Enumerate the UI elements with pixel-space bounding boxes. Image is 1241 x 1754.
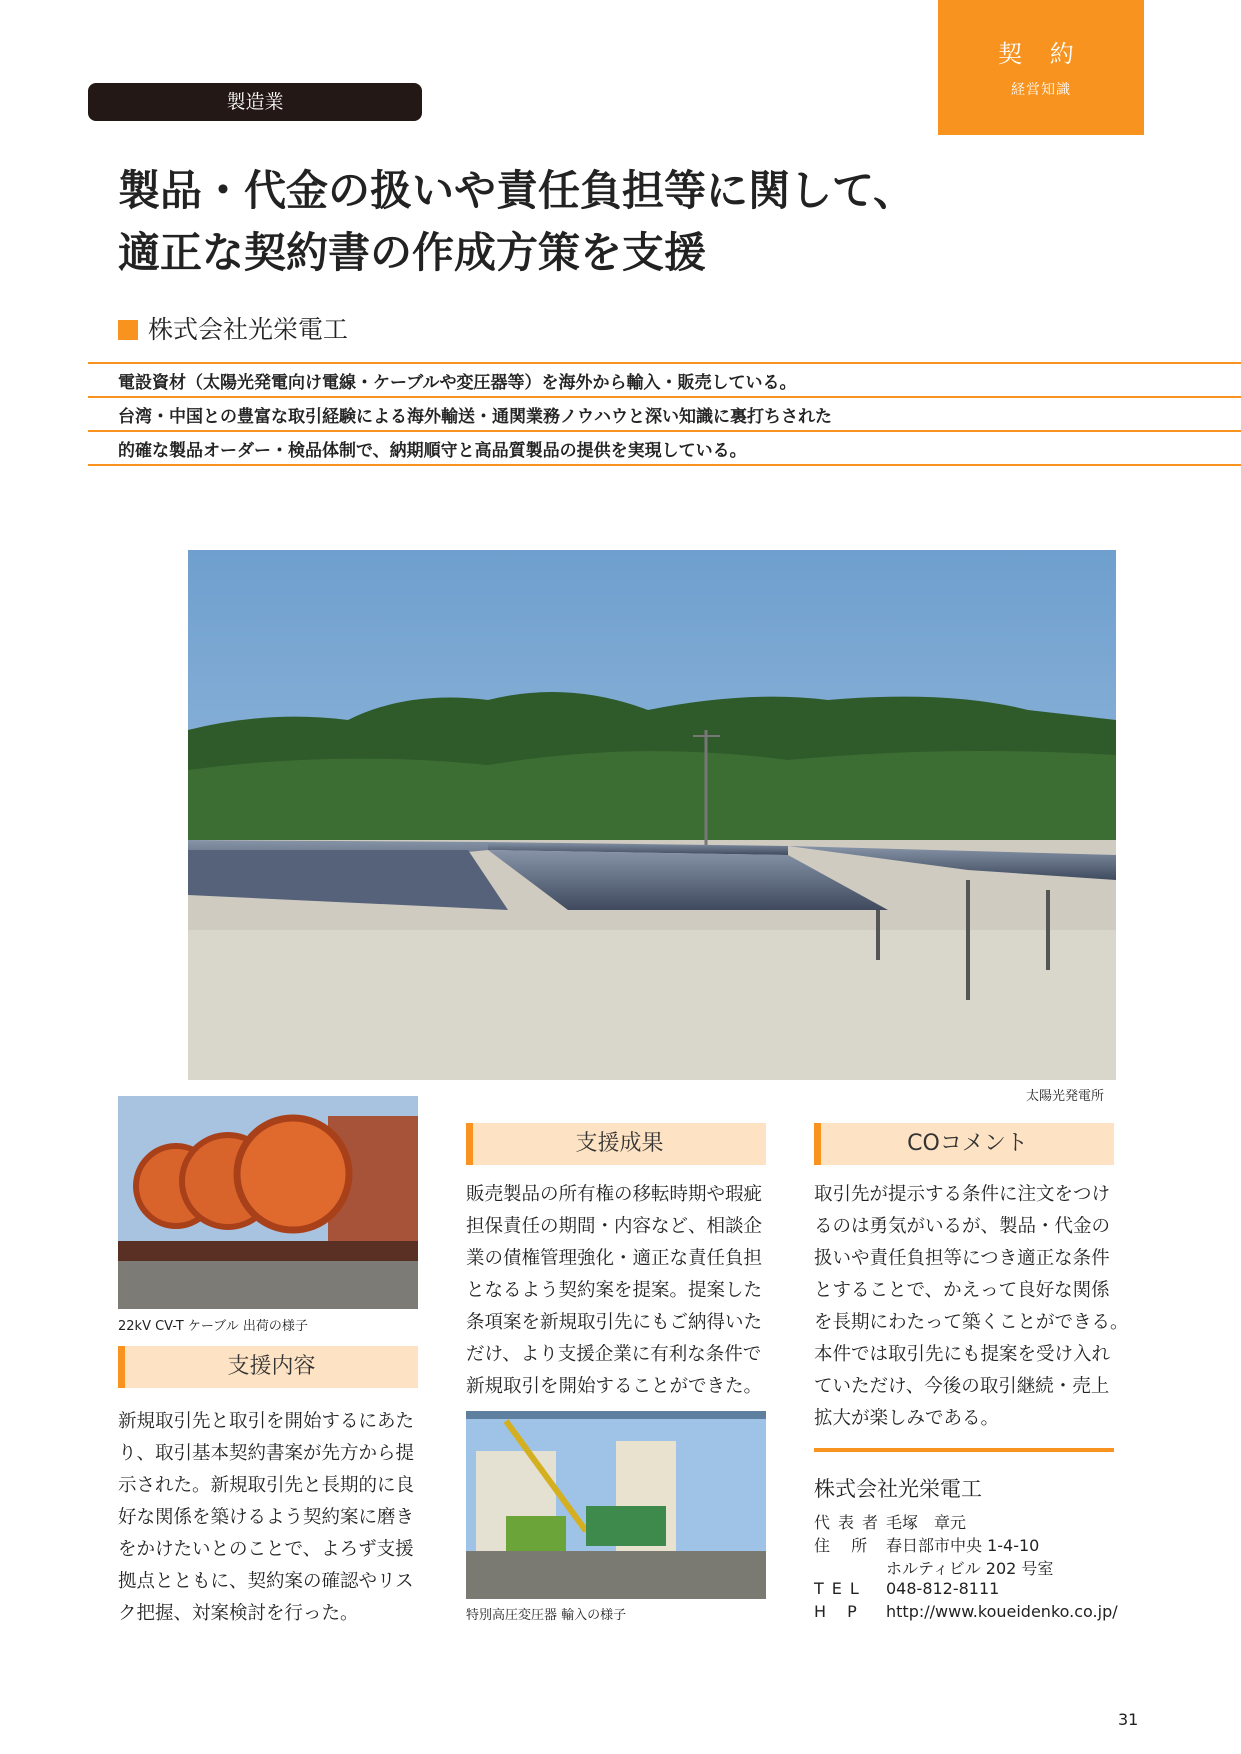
transformer-import-photo [466, 1411, 766, 1599]
text-line: 取引先が提示する条件に注文をつけ [814, 1184, 1111, 1205]
tel-value: 048-812-8111 [886, 1579, 1000, 1598]
lead-divider [88, 464, 1241, 466]
address-value-2: ホルティビル 202 号室 [886, 1559, 1054, 1578]
text-line: 担保責任の期間・内容など、相談企 [466, 1216, 763, 1237]
lead-line-1: 電設資材（太陽光発電向け電線・ケーブルや変圧器等）を海外から輸入・販売している。 [118, 373, 797, 393]
text-line: を長期にわたって築くことができる。 [814, 1312, 1129, 1333]
text-line: 扱いや責任負担等につき適正な条件 [814, 1248, 1110, 1269]
support-result-body [466, 1179, 776, 1403]
lead-line-2: 台湾・中国との豊富な取引経験による海外輸送・通関業務ノウハウと深い知識に裏打ちされた [118, 407, 832, 427]
text-line: とすることで、かえって良好な関係 [814, 1280, 1110, 1301]
text-line: 業の債権管理強化・適正な責任負担 [466, 1248, 763, 1269]
lead-divider [88, 430, 1241, 432]
address-label: 住 所 [814, 1536, 876, 1555]
category-sub-label: 経営知識 [1011, 82, 1071, 98]
solar-caption: 太陽光発電所 [1026, 1089, 1105, 1104]
transformer-caption: 特別高圧変圧器 輸入の様子 [466, 1608, 627, 1623]
industry-badge: 製造業 [88, 83, 422, 121]
company-heading [118, 310, 348, 346]
text-line: をかけたいとのことで、よろず支援 [118, 1539, 414, 1560]
representative-row [814, 1510, 966, 1533]
homepage-label: H P [814, 1602, 865, 1621]
cable-shipment-photo [118, 1096, 418, 1309]
category-label: 契 約 [998, 40, 1084, 68]
homepage-row [814, 1602, 1118, 1621]
text-line: 新規取引を開始することができた。 [466, 1376, 763, 1397]
company-info-name: 株式会社光栄電工 [814, 1477, 982, 1501]
lead-line-3: 的確な製品オーダー・検品体制で、納期順守と高品質製品の提供を実現している。 [118, 441, 747, 461]
page-title [118, 160, 1118, 284]
text-line: となるよう契約案を提案。提案した [466, 1280, 763, 1301]
page-number: 31 [1118, 1710, 1139, 1729]
address-value-1: 春日部市中央 1-4-10 [886, 1536, 1040, 1555]
text-line: 販売製品の所有権の移転時期や瑕疵 [466, 1184, 763, 1205]
text-line: ていただけ、今後の取引継続・売上 [814, 1376, 1110, 1397]
text-line: ク把握、対案検討を行った。 [118, 1603, 359, 1624]
tel-label: TEL [814, 1579, 867, 1598]
title-line-1: 製品・代金の扱いや責任負担等に関して、 [118, 166, 916, 215]
lead-divider [88, 396, 1241, 398]
text-line: るのは勇気がいるが、製品・代金の [814, 1216, 1111, 1237]
support-result-heading: 支援成果 [466, 1123, 766, 1165]
text-line: 示された。新規取引先と長期的に良 [118, 1475, 415, 1496]
text-line: 新規取引先と取引を開始するにあた [118, 1411, 415, 1432]
text-line: 好な関係を築けるよう契約案に磨き [118, 1507, 415, 1528]
representative-label: 代表者 [814, 1513, 887, 1532]
lead-divider [88, 362, 1241, 364]
title-line-2: 適正な契約書の作成方策を支援 [118, 228, 707, 277]
tel-row [814, 1579, 999, 1598]
co-comment-heading: COコメント [814, 1123, 1114, 1165]
company-info-divider [814, 1448, 1114, 1452]
cable-caption: 22kV CV-T ケーブル 出荷の様子 [118, 1319, 308, 1334]
text-line: 本件では取引先にも提案を受け入れ [814, 1344, 1111, 1365]
address-row [814, 1533, 1039, 1556]
homepage-link[interactable]: http://www.koueidenko.co.jp/ [886, 1602, 1118, 1621]
text-line: り、取引基本契約書案が先方から提 [118, 1443, 415, 1464]
orange-square-icon [118, 320, 138, 340]
text-line: 条項案を新規取引先にもご納得いた [466, 1312, 763, 1333]
representative-value: 毛塚 章元 [886, 1513, 967, 1532]
support-content-heading: 支援内容 [118, 1346, 418, 1388]
solar-plant-photo [188, 550, 1116, 1080]
co-comment-body [814, 1179, 1134, 1435]
address-row-2 [814, 1556, 1053, 1579]
company-name: 株式会社光栄電工 [148, 315, 349, 344]
text-line: だけ、より支援企業に有利な条件で [466, 1344, 762, 1365]
text-line: 拠点とともに、契約案の確認やリス [118, 1571, 414, 1592]
category-tab [938, 0, 1144, 135]
text-line: 拡大が楽しみである。 [814, 1408, 1000, 1429]
support-content-body [118, 1406, 428, 1630]
